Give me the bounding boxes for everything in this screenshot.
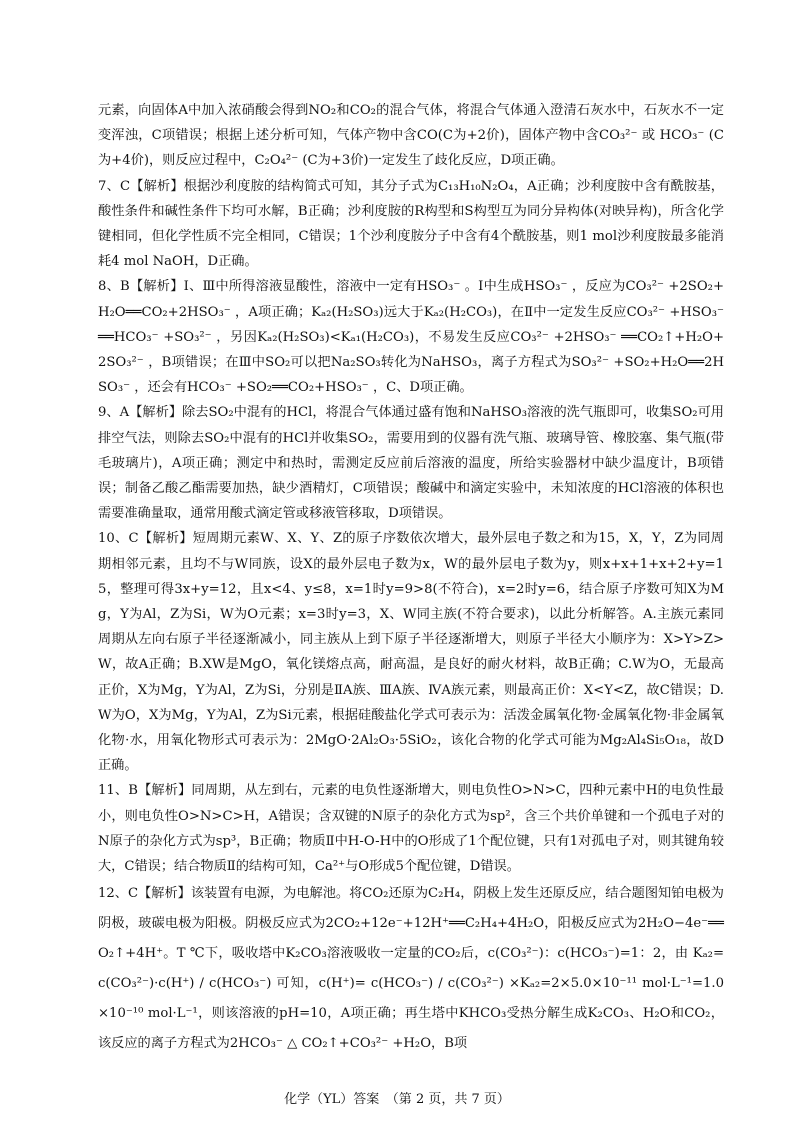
paragraph-answer-q10: 10、C【解析】短周期元素W、X、Y、Z的原子序数依次增大，最外层电子数之和为15，X，Y，Z为同周期相邻元素，且均不与W同族，设X的最外层电子数为x，W的最外层电子数为y，则x+x+1+x+2+y=15，整理可得3x+y=12，且x<4、y≤8，x=1时y=9>8(不符合)，x=2时y=6，结合原子序数可知X为Mg，Y为Al，Z为Si，W为O元素；x=3时y=3，X、W同主族(不符合要求)，以此分析解答。A.主族元素同周期从左向右原子半径逐渐减小，同主族从上到下原子半径逐渐增大，则原子半径大小顺序为：X>Y>Z>W，故A正确；B.XW是MgO，氧化镁熔点高，耐高温，是良好的耐火材料，故B正确；C.W为O，无最高正价，X为Mg，Y为Al，Z为Si，分别是ⅡA族、ⅢA族、ⅣA族元素，则最高正价：X<Y<Z，故C错误；D.W为O，X为Mg，Y为Al，Z为Si元素，根据硅酸盐化学式可表示为：活泼金属氧化物·金属氧化物·非金属氧化物·水，用氧化物形式可表示为：2MgO·2Al₂O₃·5SiO₂，该化合物的化学式可能为Mg₂Al₄Si₅O₁₈，故D正确。 xyxy=(98,531,724,774)
paragraph-answer-q12: 12、C【解析】该装置有电源，为电解池。将CO₂还原为C₂H₄，阴极上发生还原反应，结合题图知铂电极为阴极，玻碳电极为阳极。阴极反应式为2CO₂+12e⁻+12H⁺══C₂H₄+4H₂O，阳极反应式为2H₂O−4e⁻══O₂↑+4H⁺。T ℃下，吸收塔中K₂CO₃溶液吸收一定量的CO₂后，c(CO₃²⁻)：c(HCO₃⁻)=1：2，由 Kₐ₂= c(CO₃²⁻)·c(H⁺) / c(HCO₃⁻) 可知，c(H⁺)= c(HCO₃⁻) / c(CO₃²⁻) ×Kₐ₂=2×5.0×10⁻¹¹ mol·L⁻¹=1.0×10⁻¹⁰ mol·L⁻¹，则该溶液的pH=10，A项正确；再生塔中KHCO₃受热分解生成K₂CO₃、H₂O和CO₂，该反应的离子方程式为2HCO₃⁻ △ CO₂↑+CO₃²⁻ +H₂O，B项 xyxy=(98,886,724,1052)
paragraph-continuation-q6: 元素，向固体A中加入浓硝酸会得到NO₂和CO₂的混合气体，将混合气体通入澄清石灰水中，石灰水不一定变浑浊，C项错误；根据上述分析可知，气体产物中含CO(C为+2价)，固体产物中含CO₃²⁻ 或 HCO₃⁻ (C为+4价)，则反应过程中，C₂O₄²⁻ (C为+3价)一定发生了歧化反应，D项正确。 xyxy=(98,103,724,169)
paragraph-answer-q9: 9、A【解析】除去SO₂中混有的HCl，将混合气体通过盛有饱和NaHSO₃溶液的洗气瓶即可，收集SO₂可用排空气法，则除去SO₂中混有的HCl并收集SO₂，需要用到的仪器有洗气瓶、玻璃导管、橡胶塞、集气瓶(带毛玻璃片)，A项正确；测定中和热时，需测定反应前后溶液的温度，所给实验器材中缺少温度计，B项错误；制备乙酸乙酯需要加热，缺少酒精灯，C项错误；酸碱中和滴定实验中，未知浓度的HCl溶液的体积也需要准确量取，通常用酸式滴定管或移液管移取，D项错误。 xyxy=(98,405,724,522)
paragraph-answer-q7: 7、C【解析】根据沙利度胺的结构简式可知，其分子式为C₁₃H₁₀N₂O₄，A正确；沙利度胺中含有酰胺基，酸性条件和碱性条件下均可水解，B正确；沙利度胺的R构型和S构型互为同分异构体(对映异构)，所含化学键相同，但化学性质不完全相同，C错误；1个沙利度胺分子中含有4个酰胺基，则1 mol沙利度胺最多能消耗4 mol NaOH，D正确。 xyxy=(98,178,724,270)
paragraph-answer-q11: 11、B【解析】同周期，从左到右，元素的电负性逐渐增大，则电负性O>N>C，四种元素中H的电负性最小，则电负性O>N>C>H，A错误；含双键的N原子的杂化方式为sp²，含三个共价单键和一个孤电子对的N原子的杂化方式为sp³，B正确；物质Ⅱ中H-O-H中的O形成了1个配位键，只有1对孤电子对，则其键角较大，C错误；结合物质Ⅱ的结构可知，Ca²⁺与O形成5个配位键，D错误。 xyxy=(98,783,724,875)
paragraph-answer-q8: 8、B【解析】Ⅰ、Ⅲ中所得溶液显酸性，溶液中一定有HSO₃⁻ 。Ⅰ中生成HSO₃⁻ ，反应为CO₃²⁻ +2SO₂+H₂O══CO₂+2HSO₃⁻ ，A项正确；Kₐ₂(H₂SO₃)远大于Kₐ₂(H₂CO₃)，在Ⅱ中一定发生反应CO₃²⁻ +HSO₃⁻ ══HCO₃⁻ +SO₃²⁻ ，另因Kₐ₂(H₂SO₃)<Kₐ₁(H₂CO₃)，不易发生反应CO₃²⁻ +2HSO₃⁻ ══CO₂↑+H₂O+2SO₃²⁻ ，B项错误；在Ⅲ中SO₂可以把Na₂SO₃转化为NaHSO₃，离子方程式为SO₃²⁻ +SO₂+H₂O══2HSO₃⁻ ，还会有HCO₃⁻ +SO₂══CO₂+HSO₃⁻ ，C、D项正确。 xyxy=(98,279,724,396)
page-footer: 化学（YL）答案 （第 2 页，共 7 页） xyxy=(284,1092,510,1107)
